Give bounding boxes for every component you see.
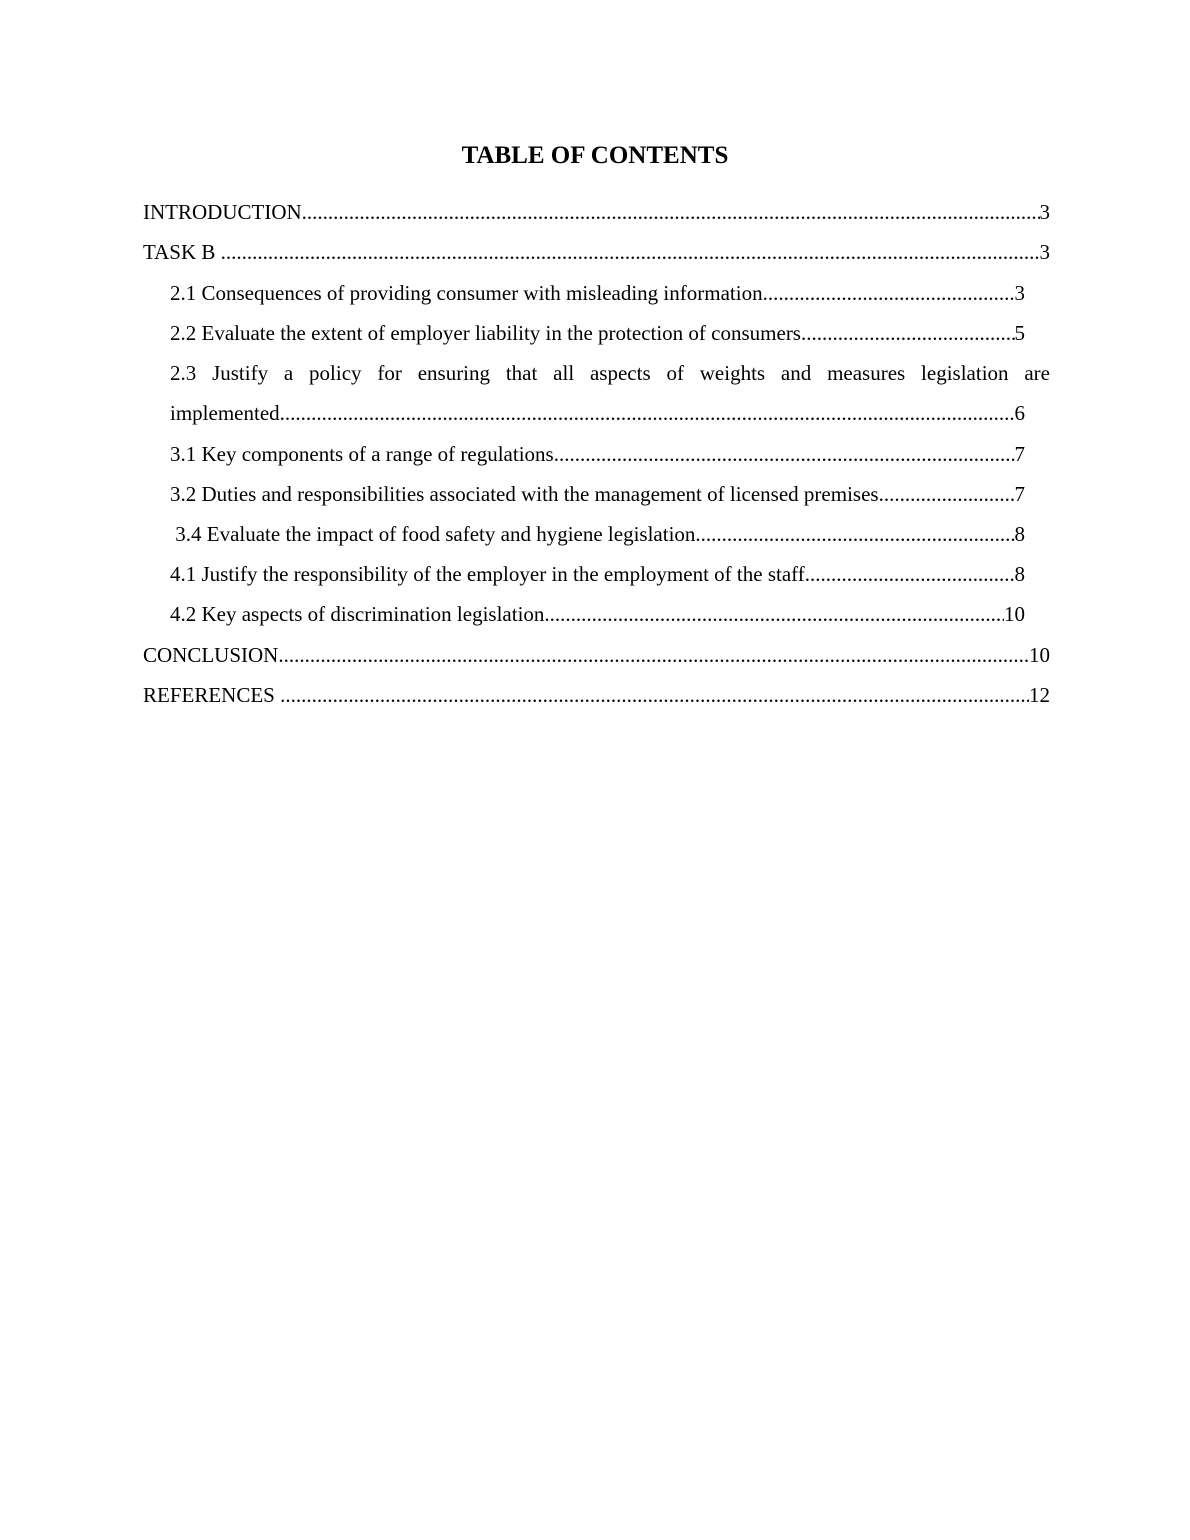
toc-entry-2-2[interactable]	[170, 320, 1025, 346]
toc-page-number: 5	[1014, 321, 1025, 345]
toc-entry-label: REFERENCES	[143, 683, 281, 707]
toc-entry-2-3[interactable]	[170, 400, 1025, 426]
toc-entry-label: 4.1 Justify the responsibility of the employer in the employment of the staff	[170, 562, 805, 586]
toc-page-number: 8	[1014, 562, 1025, 586]
toc-entry-label: 3.4 Evaluate the impact of food safety and hygiene legislation	[170, 522, 696, 546]
dot-leader	[280, 400, 1015, 426]
toc-page-number: 7	[1014, 482, 1025, 506]
toc-entry-conclusion[interactable]	[143, 642, 1050, 668]
dot-leader	[278, 642, 1029, 668]
toc-entry-label: 2.2 Evaluate the extent of employer liability in the protection of consumers	[170, 321, 801, 345]
toc-entry-label: INTRODUCTION	[143, 200, 302, 224]
dot-leader	[805, 561, 1015, 587]
dot-leader	[221, 239, 1040, 265]
toc-entry-task-b[interactable]	[143, 239, 1050, 265]
dot-leader	[544, 601, 1004, 627]
toc-title: TABLE OF CONTENTS	[461, 142, 729, 169]
toc-entry-label: TASK B	[143, 240, 221, 264]
toc-entry-references[interactable]	[143, 682, 1050, 708]
toc-entry-label: 3.2 Duties and responsibilities associated with the management of licensed premises	[170, 482, 879, 506]
dot-leader	[801, 320, 1015, 346]
toc-entry-introduction[interactable]	[143, 199, 1050, 225]
dot-leader	[554, 441, 1015, 467]
toc-page-number: 10	[1004, 602, 1025, 626]
toc-entry-4-1[interactable]	[170, 561, 1025, 587]
dot-leader	[280, 682, 1029, 708]
toc-entry-label: 4.2 Key aspects of discrimination legislation	[170, 602, 545, 626]
toc-page-number: 7	[1014, 442, 1025, 466]
toc-entry-3-2[interactable]	[170, 481, 1025, 507]
toc-entry-4-2[interactable]	[170, 601, 1025, 627]
toc-entry-2-3-line1[interactable]: 2.3 Justify a policy for ensuring that all aspects of weights and measures legislation are	[170, 361, 1050, 385]
dot-leader	[695, 521, 1014, 547]
toc-page-number: 3	[1039, 240, 1050, 264]
toc-entry-3-4[interactable]	[170, 521, 1025, 547]
toc-page-number: 10	[1029, 643, 1050, 667]
toc-entry-2-1[interactable]	[170, 280, 1025, 306]
toc-page-number: 3	[1014, 281, 1025, 305]
toc-page-number: 6	[1014, 401, 1025, 425]
dot-leader	[763, 280, 1015, 306]
toc-entry-label: 2.1 Consequences of providing consumer with misleading information	[170, 281, 763, 305]
toc-page-number: 8	[1014, 522, 1025, 546]
toc-entry-label: implemented	[170, 401, 280, 425]
toc-entry-label: 3.1 Key components of a range of regulations	[170, 442, 554, 466]
toc-entry-3-1[interactable]	[170, 441, 1025, 467]
dot-leader	[879, 481, 1015, 507]
toc-page-number: 12	[1029, 683, 1050, 707]
toc-page-number: 3	[1039, 200, 1050, 224]
toc-entry-label: CONCLUSION	[143, 643, 279, 667]
dot-leader	[302, 199, 1040, 225]
